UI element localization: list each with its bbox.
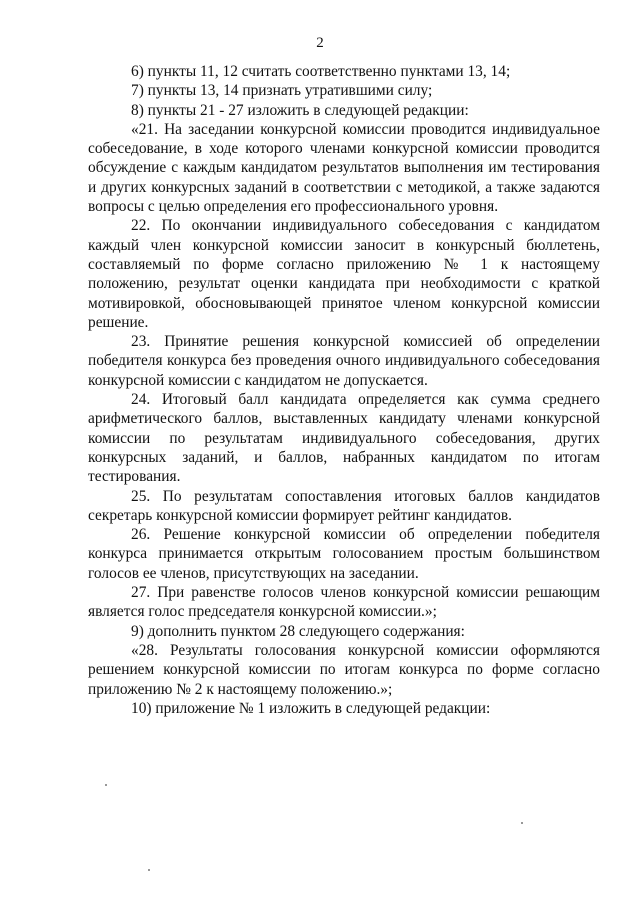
- scan-speck: [521, 822, 523, 824]
- page-number: 2: [316, 35, 324, 51]
- paragraph-clause-23: 23. Принятие решения конкурсной комиссией об определении победителя конкурса без проведения очного индивидуального собеседования конкурсной комиссии с кандидатом не допускается.: [88, 333, 600, 389]
- paragraph-clause-21: «21. На заседании конкурсной комиссии проводится индивидуальное собеседование, в ходе которого членами конкурсной комиссии проводится обсуждение с каждым кандидатом результатов выполнения им тестирования и других конкурсных заданий в соответствии с методикой, а также задаются вопросы с целью определения его профессионального уровня.: [88, 120, 600, 216]
- paragraph-item-10: 10) приложение № 1 изложить в следующей редакции:: [131, 699, 491, 717]
- paragraph-clause-24: 24. Итоговый балл кандидата определяется как сумма среднего арифметического баллов, выставленных кандидату членами конкурсной комиссии по результатам индивидуального собеседования, других конкурсных заданий, и баллов, набранных кандидатом по итогам тестирования.: [88, 391, 600, 486]
- paragraph-item-7: 7) пункты 13, 14 признать утратившими силу;: [131, 82, 433, 100]
- paragraph-item-9: 9) дополнить пунктом 28 следующего содержания:: [131, 622, 465, 640]
- paragraph-item-6: 6) пункты 11, 12 считать соответственно пунктами 13, 14;: [131, 63, 511, 80]
- document-body: [88, 62, 600, 718]
- paragraph-clause-22: 22. По окончании индивидуального собеседования с кандидатом каждый член конкурсной комиссии заносит в конкурсный бюллетень, составляемый по форме согласно приложению № 1 к настоящему положению, результат оценки кандидата при необходимости с краткой мотивировкой, обосновывающей принятое членом конкурсной комиссии решение.: [88, 217, 600, 331]
- paragraph-clause-25: 25. По результатам сопоставления итоговых баллов кандидатов секретарь конкурсной комиссии формирует рейтинг кандидатов.: [88, 487, 600, 524]
- paragraph-clause-26: 26. Решение конкурсной комиссии об определении победителя конкурса принимается открытым голосованием простым большинством голосов ее членов, присутствующих на заседании.: [88, 526, 600, 582]
- scan-speck: [148, 869, 150, 871]
- paragraph-clause-28: «28. Результаты голосования конкурсной комиссии оформляются решением конкурсной комиссии по итогам конкурса по форме согласно приложению № 2 к настоящему положению.»;: [88, 641, 600, 698]
- paragraph-clause-27: 27. При равенстве голосов членов конкурсной комиссии решающим является голос председателя конкурсной комиссии.»;: [88, 584, 600, 621]
- paragraph-item-8: 8) пункты 21 - 27 изложить в следующей редакции:: [131, 101, 469, 119]
- scan-speck: [105, 784, 107, 786]
